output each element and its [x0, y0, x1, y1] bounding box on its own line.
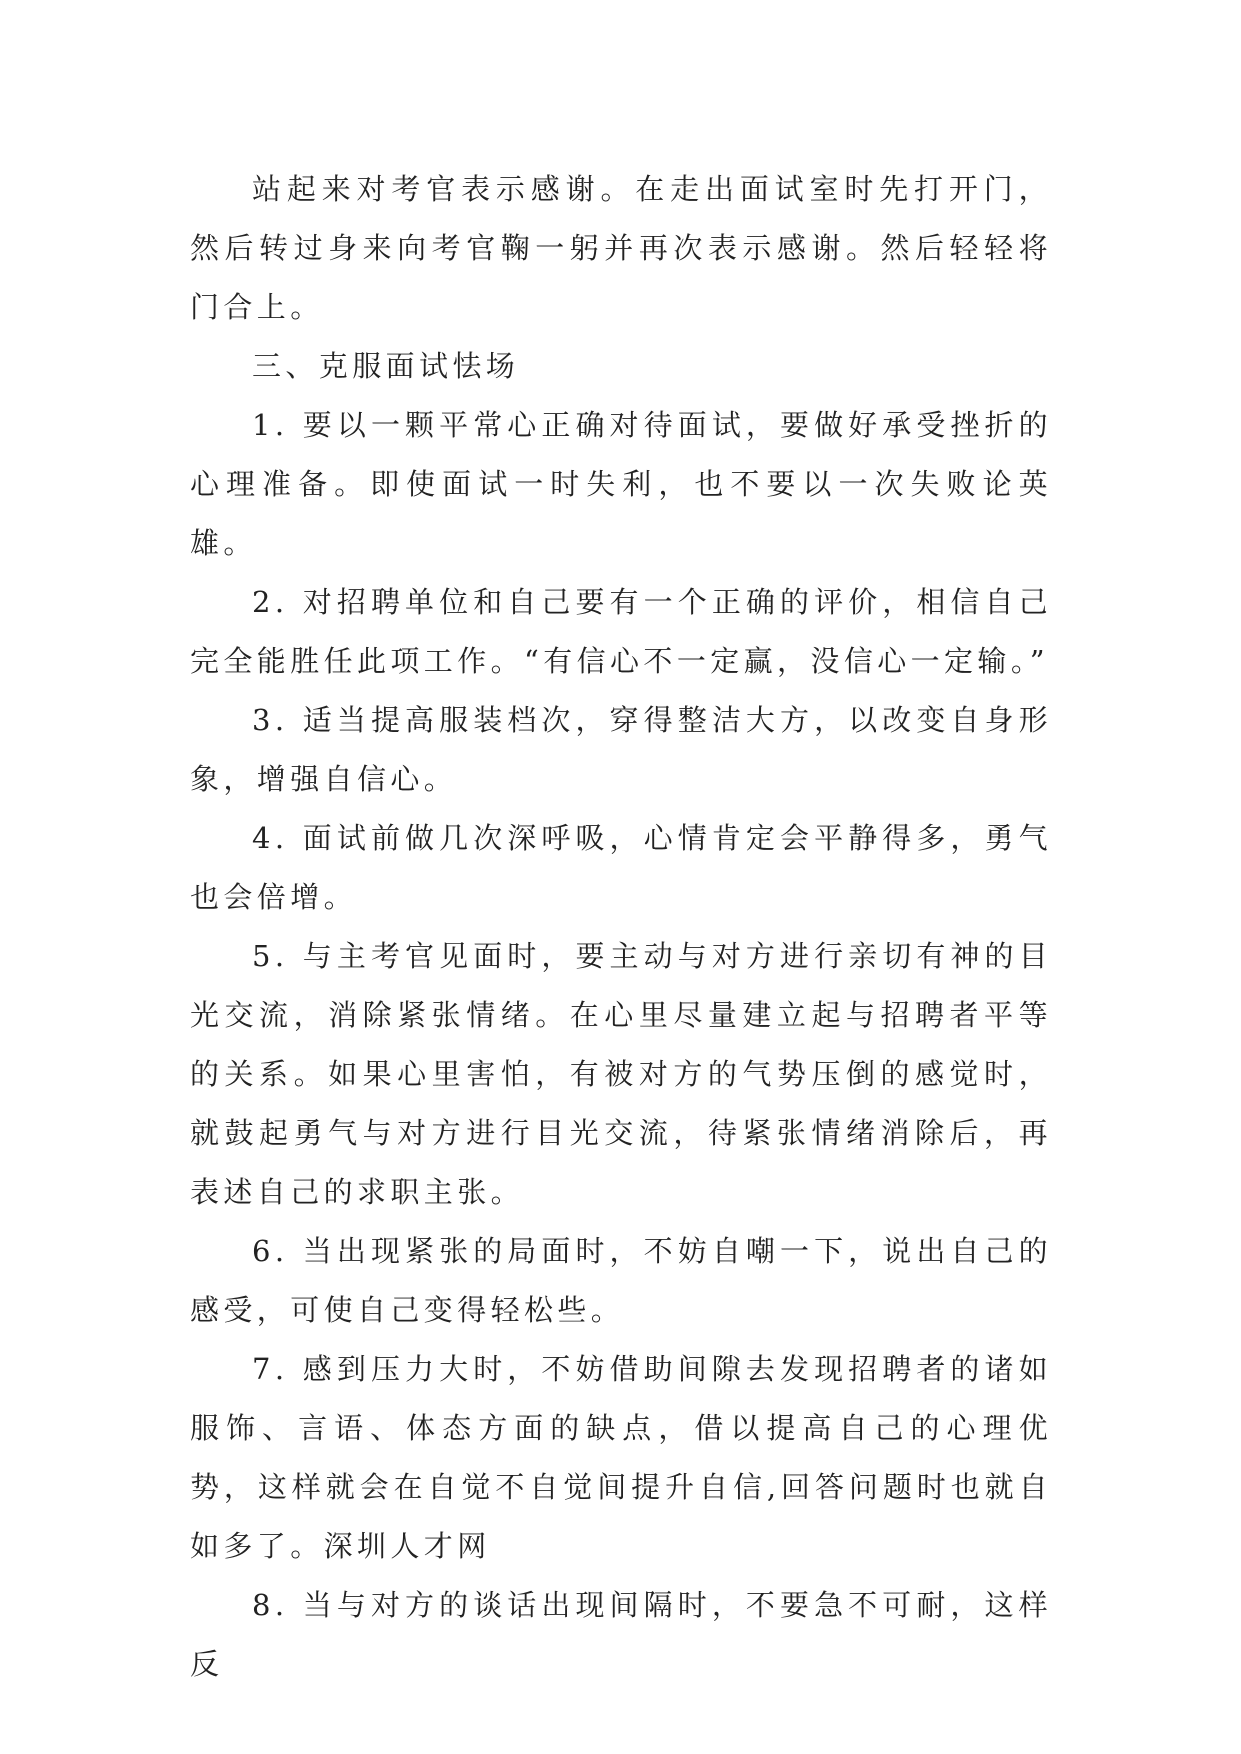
paragraph-item-8: 8. 当与对方的谈话出现间隔时，不要急不可耐，这样反 [190, 1588, 1052, 1681]
paragraph-item-1: 1. 要以一颗平常心正确对待面试，要做好承受挫折的心理准备。即使面试一时失利，也不要以一次失败论英雄。 [190, 408, 1052, 560]
paragraph-item-6: 6. 当出现紧张的局面时，不妨自嘲一下，说出自己的感受，可使自己变得轻松些。 [190, 1234, 1052, 1327]
paragraph-item-7: 7. 感到压力大时，不妨借助间隙去发现招聘者的诸如服饰、言语、体态方面的缺点，借以提高自己的心理优势，这样就会在自觉不自觉间提升自信,回答问题时也就自如多了。深圳人才网 [190, 1352, 1052, 1563]
paragraph-item-3: 3. 适当提高服装档次，穿得整洁大方，以改变自身形象，增强自信心。 [190, 703, 1052, 796]
paragraph-item-2: 2. 对招聘单位和自己要有一个正确的评价，相信自己完全能胜任此项工作。“有信心不一定赢，没信心一定输。” [190, 585, 1052, 678]
section-heading-overcome-stage-fright: 三、克服面试怯场 [252, 349, 520, 383]
paragraph-item-5: 5. 与主考官见面时，要主动与对方进行亲切有神的目光交流，消除紧张情绪。在心里尽量建立起与招聘者平等的关系。如果心里害怕，有被对方的气势压倒的感觉时，就鼓起勇气与对方进行目光交流，待紧张情绪消除后，再表述自己的求职主张。 [190, 939, 1052, 1209]
paragraph-item-4: 4. 面试前做几次深呼吸，心情肯定会平静得多，勇气也会倍增。 [190, 821, 1052, 914]
paragraph-thanks-and-exit: 站起来对考官表示感谢。在走出面试室时先打开门，然后转过身来向考官鞠一躬并再次表示感谢。然后轻轻将门合上。 [190, 172, 1052, 324]
document-body [190, 160, 1052, 1694]
